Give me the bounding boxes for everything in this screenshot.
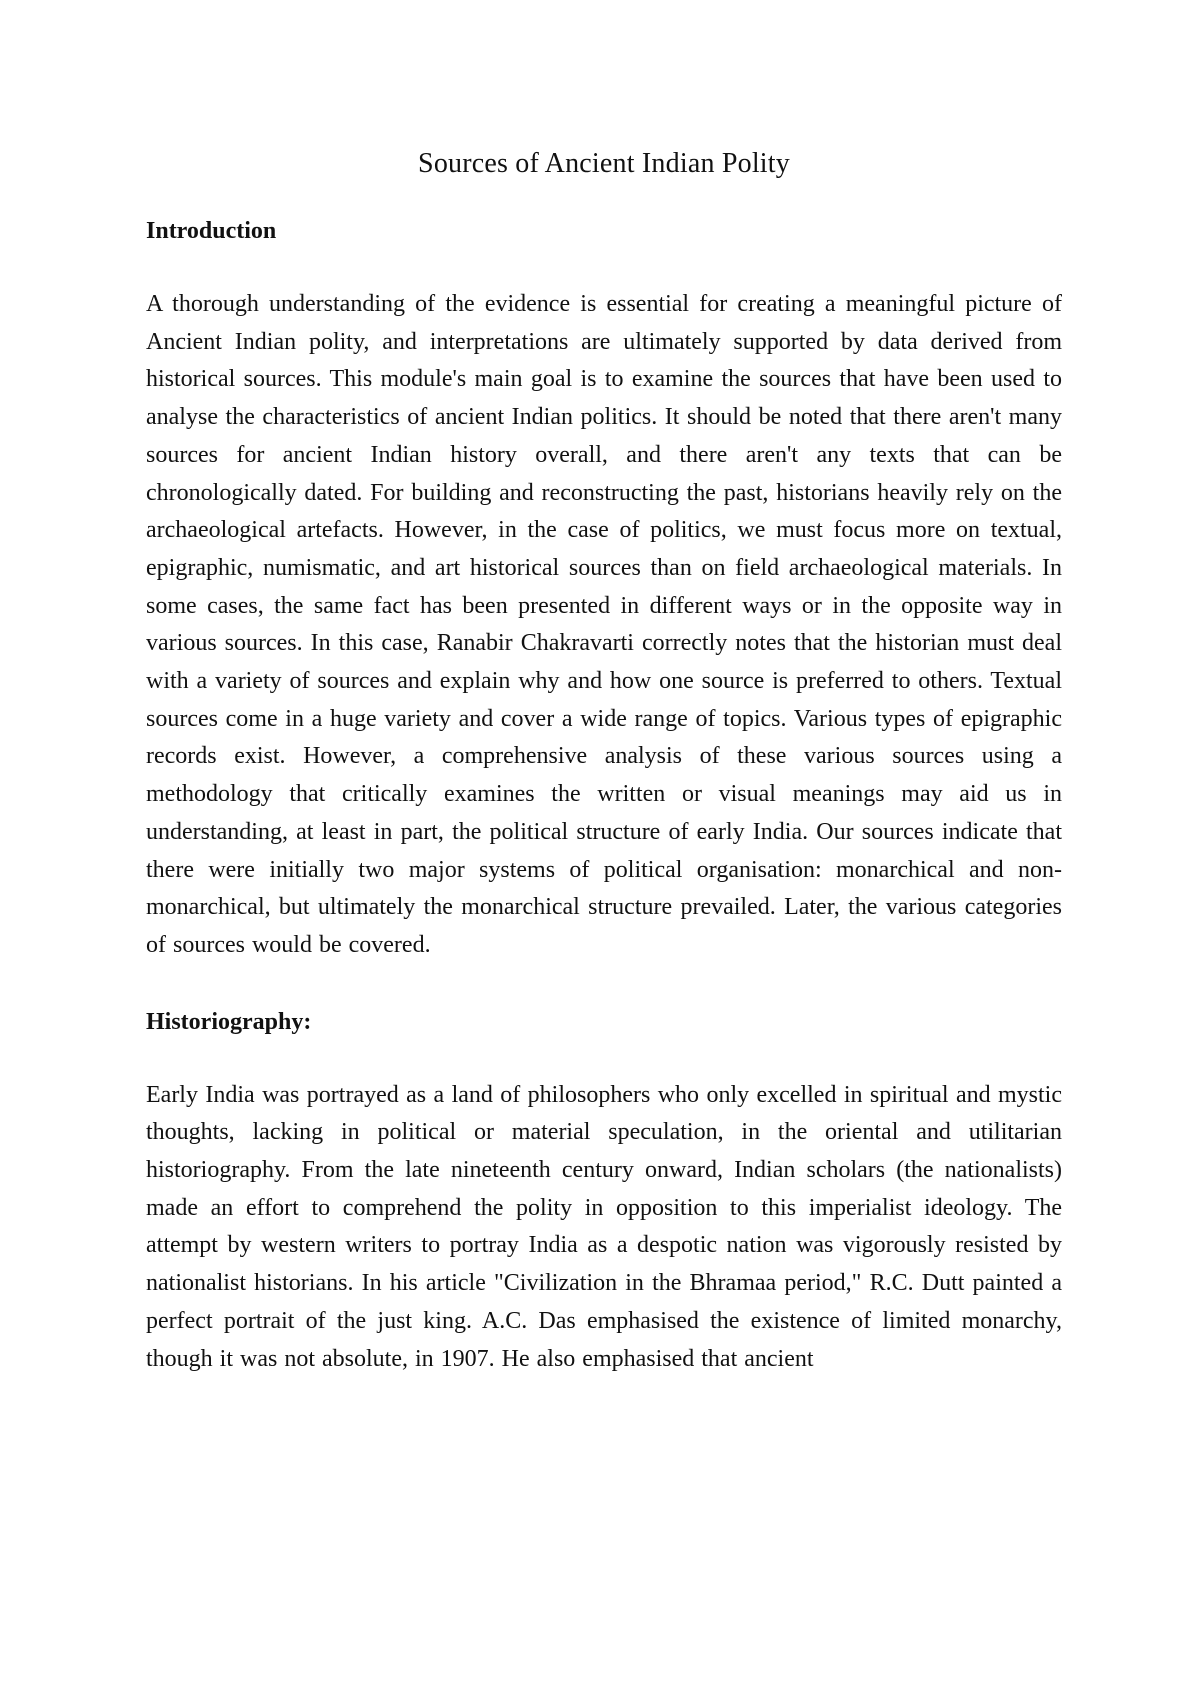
- section-heading-introduction: Introduction: [146, 218, 277, 244]
- document-title: Sources of Ancient Indian Polity: [418, 148, 790, 179]
- document-body: [146, 146, 1062, 1420]
- historiography-paragraph: Early India was portrayed as a land of philosophers who only excelled in spiritual and mystic thoughts, lacking in political or material speculation, in the oriental and utilitarian historiography. From the late nineteenth century onward, Indian scholars (the nationalists) made an effort to comprehend the polity in opposition to this imperialist ideology. The attempt by western writers to portray India as a despotic nation was vigorously resisted by nationalist historians. In his article "Civilization in the Bhramaa period," R.C. Dutt painted a perfect portrait of the just king. A.C. Das emphasised the existence of limited monarchy, though it was not absolute, in 1907. He also emphasised that ancient: [146, 1081, 1062, 1372]
- section-heading-historiography: Historiography:: [146, 1008, 312, 1035]
- introduction-paragraph: A thorough understanding of the evidence is essential for creating a meaningful picture of Ancient Indian polity, and interpretations are ultimately supported by data derived from historical sources. This module's main goal is to examine the sources that have been used to analyse the characteristics of ancient Indian politics. It should be noted that there aren't many sources for ancient Indian history overall, and there aren't any texts that can be chronologically dated. For building and reconstructing the past, historians heavily rely on the archaeological artefacts. However, in the case of politics, we must focus more on textual, epigraphic, numismatic, and art historical sources than on field archaeological materials. In some cases, the same fact has been presented in different ways or in the opposite way in various sources. In this case, Ranabir Chakravarti correctly notes that the historian must deal with a variety of sources and explain why and how one source is preferred to others. Textual sources come in a huge variety and cover a wide range of topics. Various types of epigraphic records exist. However, a comprehensive analysis of these various sources using a methodology that critically examines the written or visual meanings may aid us in understanding, at least in part, the political structure of early India. Our sources indicate that there were initially two major systems of political organisation: monarchical and non-monarchical, but ultimately the monarchical structure prevailed. Later, the various categories of sources would be covered.: [146, 291, 1062, 958]
